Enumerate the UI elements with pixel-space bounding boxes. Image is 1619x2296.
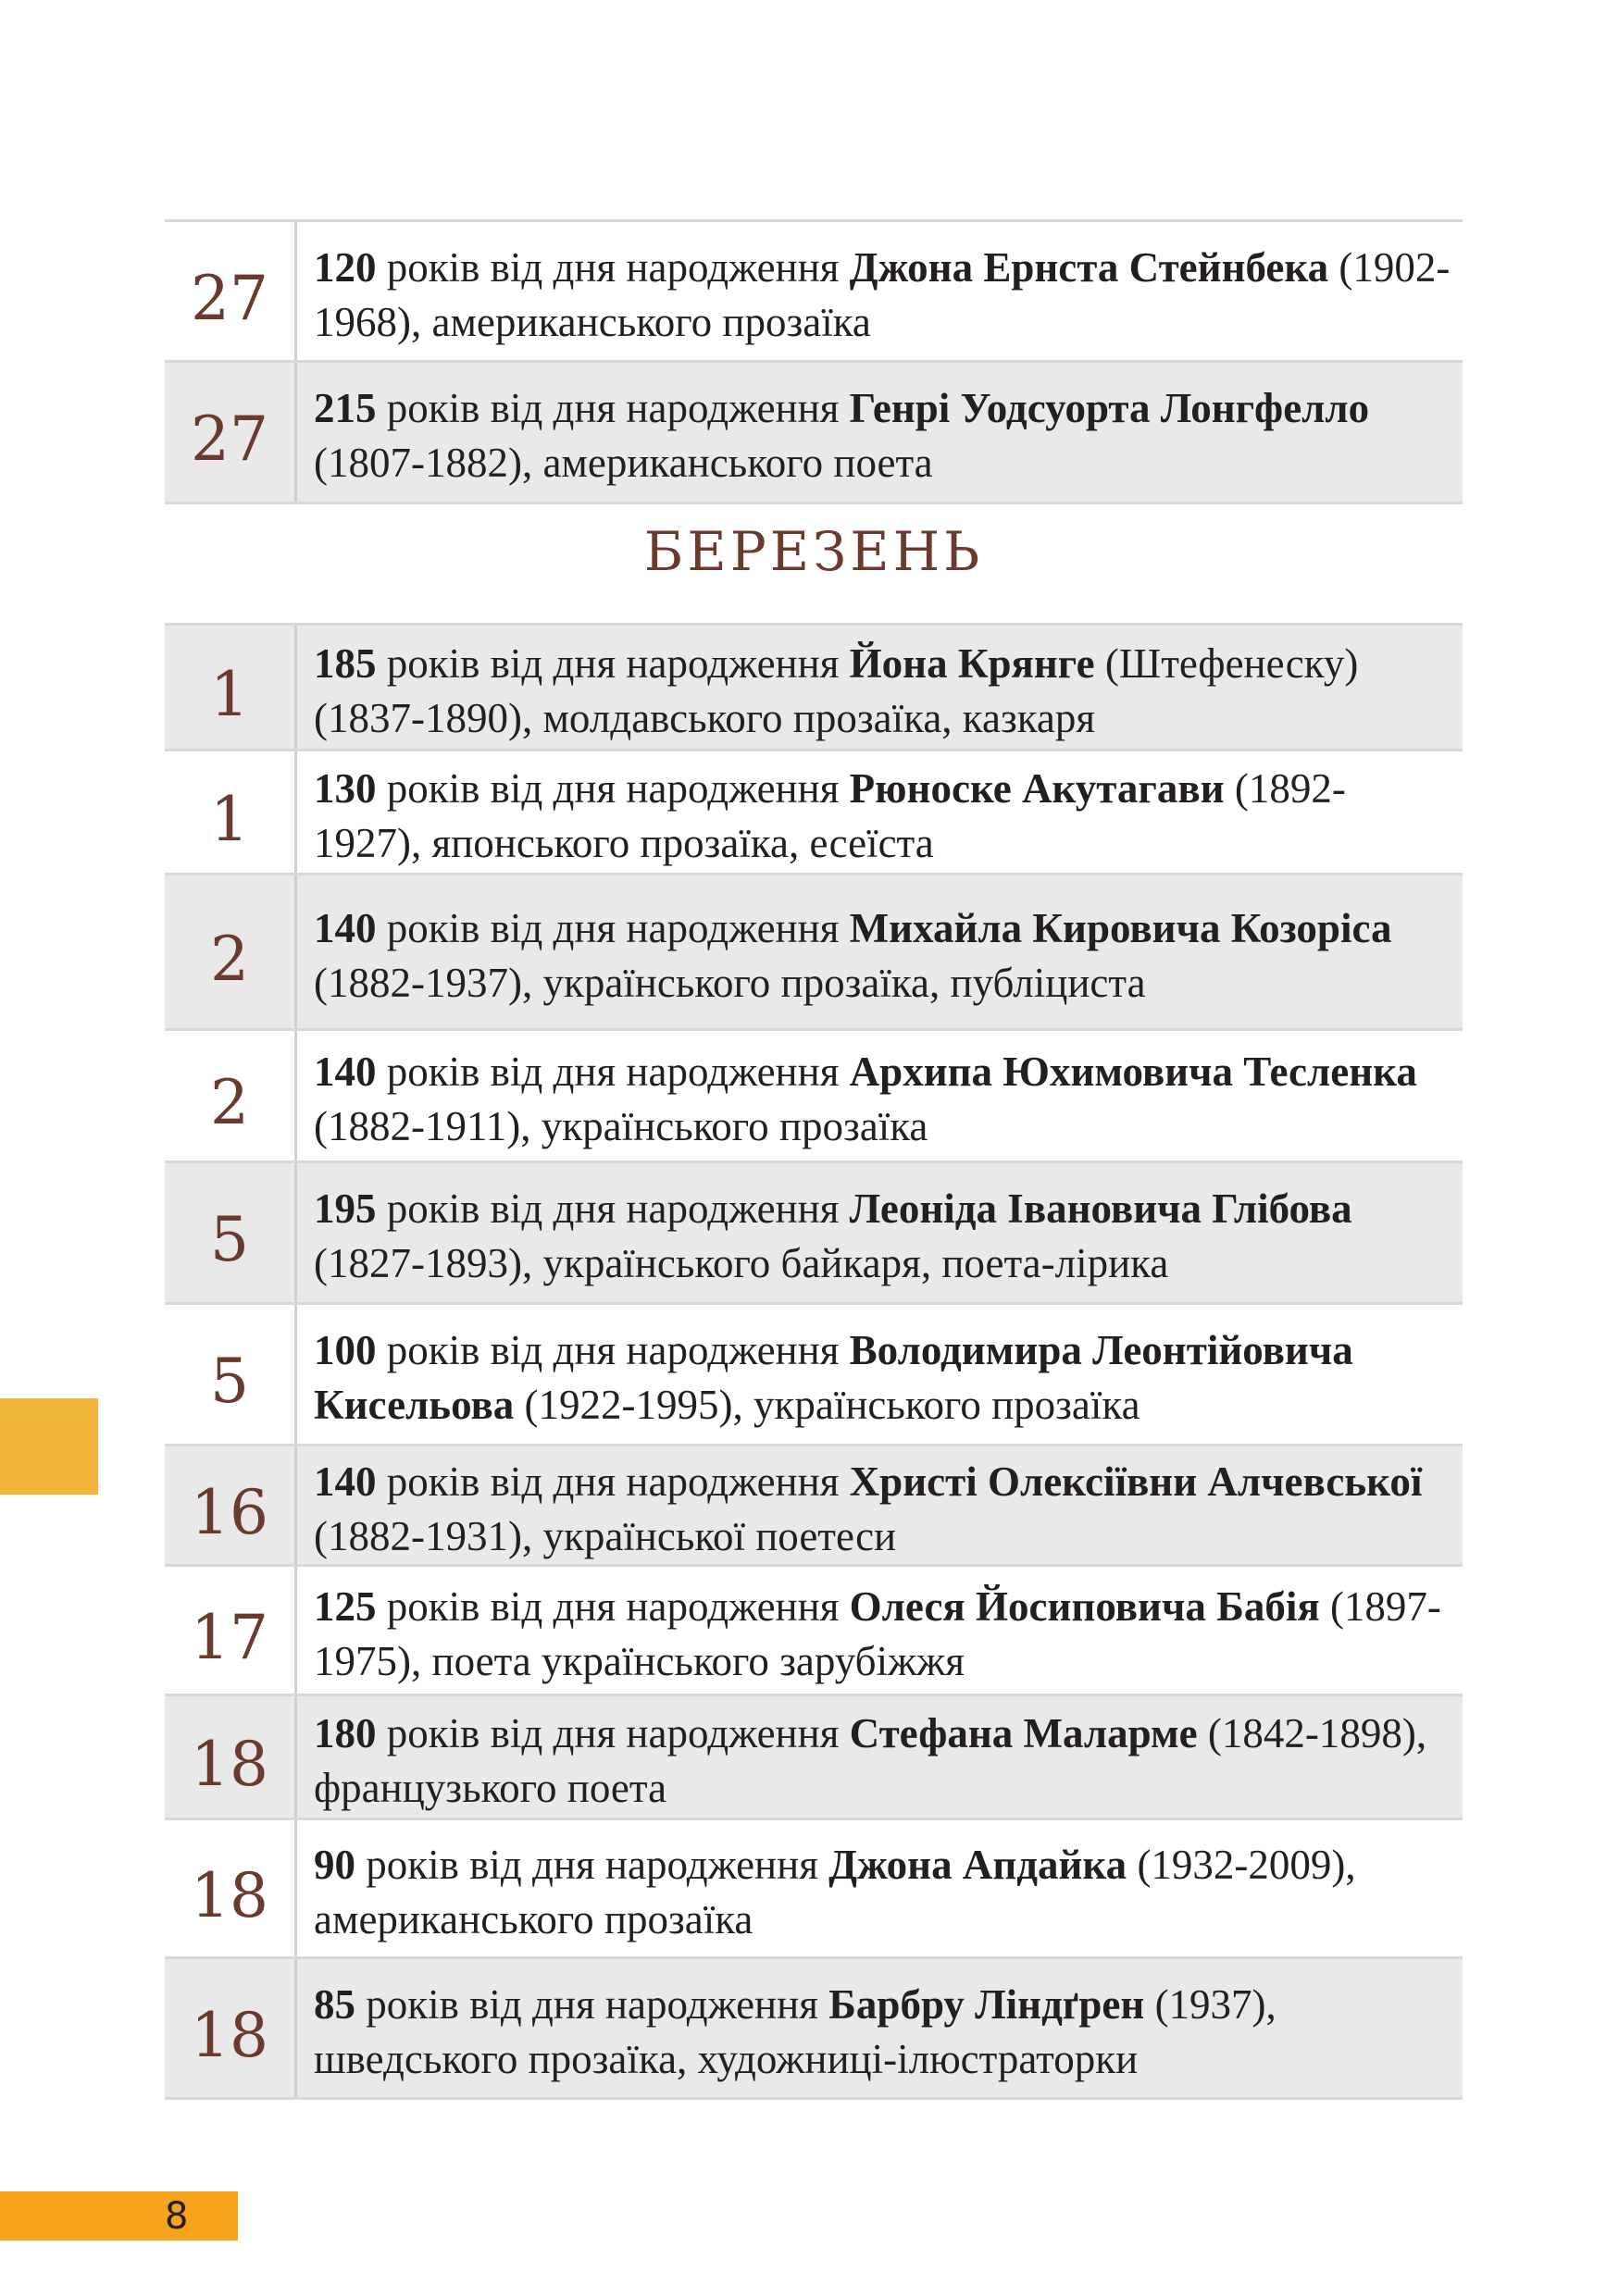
years-count: 90 xyxy=(314,1841,355,1888)
description-text: (1827-1893), українського байкаря, поета-лірика xyxy=(314,1240,1169,1286)
anniversary-table-march xyxy=(165,623,1463,2100)
table-row xyxy=(165,1305,1463,1446)
person-name: Олеся Йосиповича Бабія xyxy=(849,1582,1320,1630)
table-row xyxy=(165,1959,1463,2100)
description-text: років від дня народження xyxy=(376,1185,850,1232)
description-text: років від дня народження xyxy=(376,1458,850,1505)
table-row xyxy=(165,222,1463,363)
description-text: (1932-2009), американського прозаїка xyxy=(314,1841,1356,1942)
description-cell xyxy=(297,1696,1463,1818)
table-row xyxy=(165,1820,1463,1959)
day-number: 1 xyxy=(210,783,249,855)
description-text: років від дня народження xyxy=(376,764,850,812)
table-row xyxy=(165,1446,1463,1567)
years-count: 185 xyxy=(314,639,377,687)
date-cell xyxy=(165,1305,297,1444)
years-count: 195 xyxy=(314,1185,377,1232)
date-cell xyxy=(165,1446,297,1564)
date-cell xyxy=(165,875,297,1028)
person-name: Леоніда Івановича Глібова xyxy=(849,1185,1352,1232)
date-cell xyxy=(165,751,297,873)
description-cell xyxy=(297,626,1463,749)
description-cell xyxy=(297,1820,1463,1956)
years-count: 140 xyxy=(314,904,377,951)
person-name: Джона Апдайка xyxy=(828,1841,1127,1888)
person-name: Архипа Юхимовича Тесленка xyxy=(849,1049,1417,1095)
description-text: (1882-1911), українського прозаїка xyxy=(314,1103,928,1149)
description-cell xyxy=(297,222,1463,360)
month-heading: БЕРЕЗЕНЬ xyxy=(643,520,984,583)
day-number: 1 xyxy=(210,658,249,730)
description-text: років від дня народження xyxy=(376,243,850,291)
description-cell xyxy=(297,1163,1463,1302)
person-name: Володимира Леонтійовича Кисельова xyxy=(314,1327,1353,1428)
description-text: років від дня народження xyxy=(355,1841,829,1888)
description-cell xyxy=(297,751,1463,873)
description-text: (1892-1927), японського прозаїка, есеїста xyxy=(314,764,1346,866)
person-name: Михайла Кировича Козоріса xyxy=(849,904,1392,951)
description-cell xyxy=(297,1567,1463,1694)
person-name: Генрі Уодсуорта Лонгфелло xyxy=(849,385,1370,431)
description-text: років від дня народження xyxy=(376,1327,850,1373)
description-text: (1807-1882), американського поета xyxy=(314,440,933,486)
day-number: 27 xyxy=(191,403,268,475)
years-count: 130 xyxy=(314,764,377,812)
description-text: років від дня народження xyxy=(376,1582,850,1630)
years-count: 120 xyxy=(314,243,377,291)
years-count: 100 xyxy=(314,1327,377,1373)
table-row xyxy=(165,751,1463,875)
date-cell xyxy=(165,1820,297,1956)
date-cell xyxy=(165,1696,297,1818)
years-count: 125 xyxy=(314,1582,377,1630)
description-text: (1937), шведського прозаїка, художниці-ілюстраторки xyxy=(314,1980,1277,2082)
table-row xyxy=(165,626,1463,751)
years-count: 215 xyxy=(314,385,377,431)
date-cell xyxy=(165,222,297,360)
years-count: 140 xyxy=(314,1049,377,1095)
date-cell xyxy=(165,626,297,749)
date-cell xyxy=(165,1567,297,1694)
description-cell xyxy=(297,1305,1463,1444)
day-number: 18 xyxy=(191,1999,268,2071)
description-text: (Штефенеску) (1837-1890), молдавського прозаїка, казкаря xyxy=(314,639,1359,741)
anniversary-table-february xyxy=(165,219,1463,504)
day-number: 2 xyxy=(210,923,249,995)
description-text: років від дня народження xyxy=(376,904,850,951)
table-row xyxy=(165,1031,1463,1163)
table-row xyxy=(165,1163,1463,1305)
description-text: (1922-1995), українського прозаїка xyxy=(514,1382,1140,1428)
description-cell xyxy=(297,1031,1463,1160)
person-name: Рюноске Акутагави xyxy=(849,764,1225,812)
day-number: 18 xyxy=(191,1728,268,1800)
years-count: 85 xyxy=(314,1980,355,2028)
day-number: 17 xyxy=(191,1601,268,1673)
description-text: (1882-1931), української поетеси xyxy=(314,1512,897,1559)
person-name: Джона Ернста Стейнбека xyxy=(849,243,1329,291)
description-text: років від дня народження xyxy=(376,385,850,431)
day-number: 16 xyxy=(191,1476,268,1548)
table-row xyxy=(165,875,1463,1031)
table-row xyxy=(165,1567,1463,1696)
description-text: (1842-1898), французького поета xyxy=(314,1709,1427,1811)
description-text: років від дня народження xyxy=(376,639,850,687)
description-text: років від дня народження xyxy=(376,1049,850,1095)
date-cell xyxy=(165,363,297,502)
person-name: Стефана Маларме xyxy=(849,1709,1198,1756)
years-count: 140 xyxy=(314,1458,377,1505)
description-text: років від дня народження xyxy=(355,1980,829,2028)
side-tab-marker xyxy=(0,1398,98,1495)
day-number: 18 xyxy=(191,1859,268,1931)
day-number: 27 xyxy=(191,262,268,334)
table-row xyxy=(165,1696,1463,1820)
date-cell xyxy=(165,1959,297,2097)
person-name: Барбру Ліндґрен xyxy=(828,1980,1145,2028)
description-cell xyxy=(297,1959,1463,2097)
page-number: 8 xyxy=(165,2195,189,2238)
day-number: 5 xyxy=(210,1346,249,1417)
day-number: 5 xyxy=(210,1204,249,1275)
date-cell xyxy=(165,1163,297,1302)
page-number-bar xyxy=(0,2191,238,2240)
day-number: 2 xyxy=(210,1067,249,1138)
description-text: (1902-1968), американського прозаїка xyxy=(314,243,1451,345)
table-row xyxy=(165,363,1463,504)
person-name: Христі Олексіївни Алчевської xyxy=(849,1458,1423,1505)
description-text: (1882-1937), українського прозаїка, публіциста xyxy=(314,959,1146,1006)
years-count: 180 xyxy=(314,1709,377,1756)
date-cell xyxy=(165,1031,297,1160)
description-cell xyxy=(297,875,1463,1028)
description-text: років від дня народження xyxy=(376,1709,850,1756)
person-name: Йона Крянге xyxy=(849,639,1095,687)
description-cell xyxy=(297,363,1463,502)
description-cell xyxy=(297,1446,1463,1564)
description-text: (1897-1975), поета українського зарубіжжя xyxy=(314,1582,1441,1684)
